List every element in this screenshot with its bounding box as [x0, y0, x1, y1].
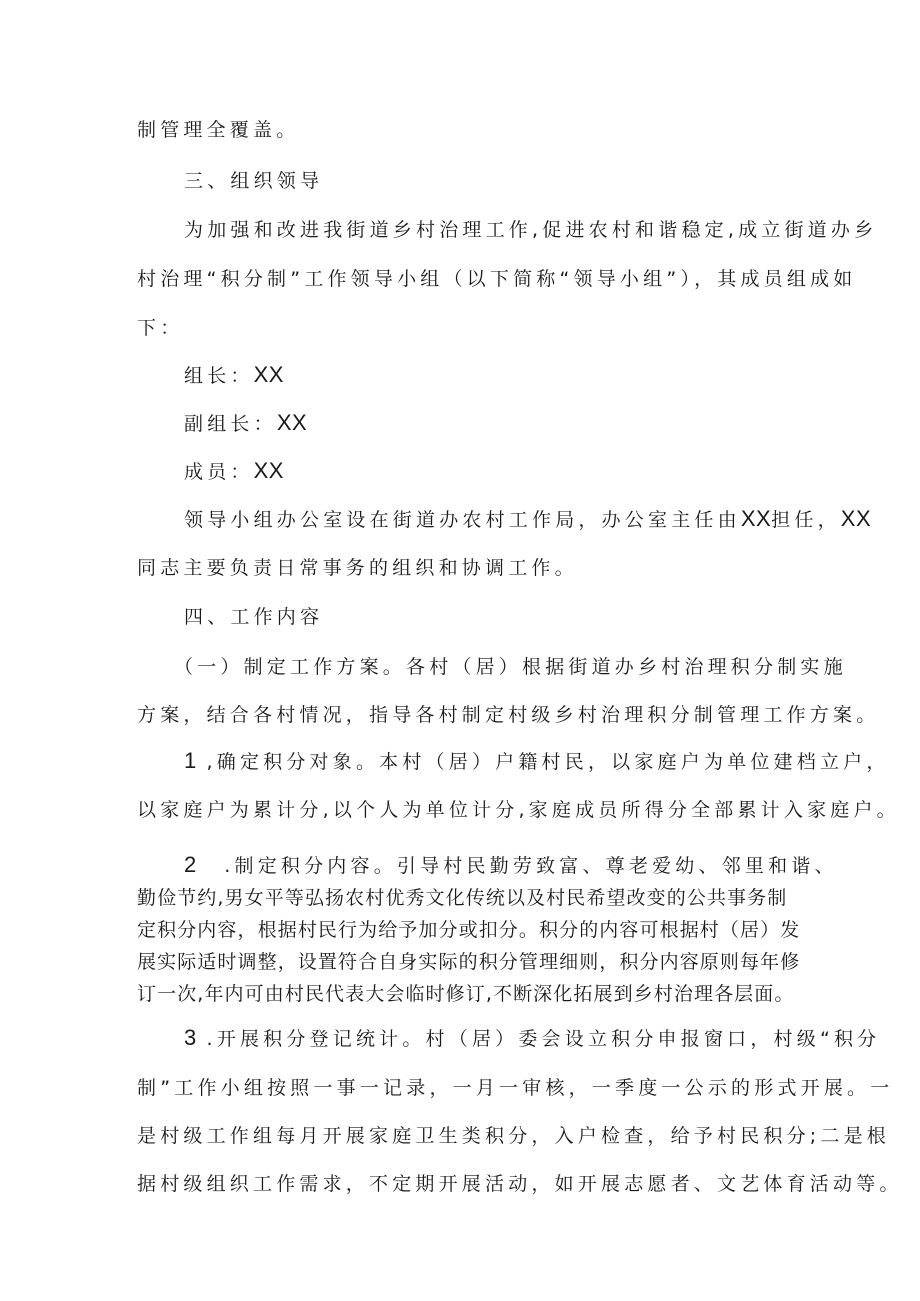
sub-item-2-line: 订一次,年内可由村民代表大会临时修订,不断深化拓展到乡村治理各层面。 [137, 983, 795, 1005]
members-label: 成员： [184, 461, 254, 483]
sub-item-1-line [184, 749, 890, 774]
office-staff-value: XX [840, 506, 872, 531]
sub-item-3-line: 制”工作小组按照一事一记录，一月一审核，一季度一公示的形式开展。一 [137, 1077, 894, 1099]
members-line [184, 459, 284, 484]
paragraph-line: 为加强和改进我街道乡村治理工作,促进农村和谐稳定,成立街道办乡 [184, 219, 878, 241]
deputy-value: XX [276, 410, 308, 435]
sub-item-1-number: 1 [184, 748, 197, 773]
sub-item-2-number: 2 [184, 852, 197, 877]
office-text: 领导小组办公室设在街道办农村工作局，办公室主任由 [184, 509, 741, 531]
deputy-leader-line [184, 411, 307, 436]
sub-item-3-line [184, 1026, 880, 1051]
paragraph-line: 村治理“积分制”工作领导小组（以下简称“领导小组”），其成员组成如 [137, 268, 857, 290]
deputy-label: 副组长： [184, 413, 277, 435]
office-director-value: XX [740, 506, 772, 531]
paragraph-line: 下： [137, 317, 184, 339]
sub-item-2-line: 定积分内容，根据村民行为给予加分或扣分。积分的内容可根据村（居）发 [137, 919, 801, 941]
sub-item-2-text: .制定积分内容。引导村民勤劳致富、尊老爱幼、邻里和谐、 [224, 855, 838, 877]
members-value: XX [253, 458, 284, 483]
sub-item-2-line: 展实际适时调整，设置符合自身实际的积分管理细则，积分内容原则每年修 [137, 951, 801, 973]
leader-line [184, 363, 284, 388]
sub-item-3-number: 3 [184, 1025, 197, 1050]
office-line [184, 507, 871, 532]
item-1-line: 方案，结合各村情况，指导各村制定村级乡村治理积分制管理工作方案。 [137, 704, 880, 726]
sub-item-1-line: 以家庭户为累计分,以个人为单位计分,家庭成员所得分全部累计入家庭户。 [137, 799, 900, 821]
section-heading-4: 四、工作内容 [184, 606, 324, 628]
office-text: 担任， [771, 509, 841, 531]
sub-item-1-text: ,确定积分对象。本村（居）户籍村民，以家庭户为单位建档立户， [206, 751, 890, 773]
sub-item-2-line [184, 853, 838, 878]
section-heading-3: 三、组织领导 [184, 170, 324, 192]
sub-item-2-line: 勤俭节约,男女平等弘扬农村优秀文化传统以及村民希望改变的公共事务制 [137, 887, 788, 909]
sub-item-3-text: .开展积分登记统计。村（居）委会设立积分申报窗口，村级“积分 [206, 1028, 881, 1050]
item-1-line: （一）制定工作方案。各村（居）根据街道办乡村治理积分制实施 [174, 656, 847, 678]
sub-item-3-line: 据村级组织工作需求，不定期开展活动，如开展志愿者、文艺体育活动等。 [137, 1173, 903, 1195]
paragraph-line: 制管理全覆盖。 [137, 119, 300, 141]
paragraph-line: 同志主要负责日常事务的组织和协调工作。 [137, 557, 578, 579]
sub-item-3-line: 是村级工作组每月开展家庭卫生类积分，入户检查，给予村民积分;二是根 [137, 1125, 891, 1147]
leader-label: 组长： [184, 365, 254, 387]
leader-value: XX [253, 362, 284, 387]
